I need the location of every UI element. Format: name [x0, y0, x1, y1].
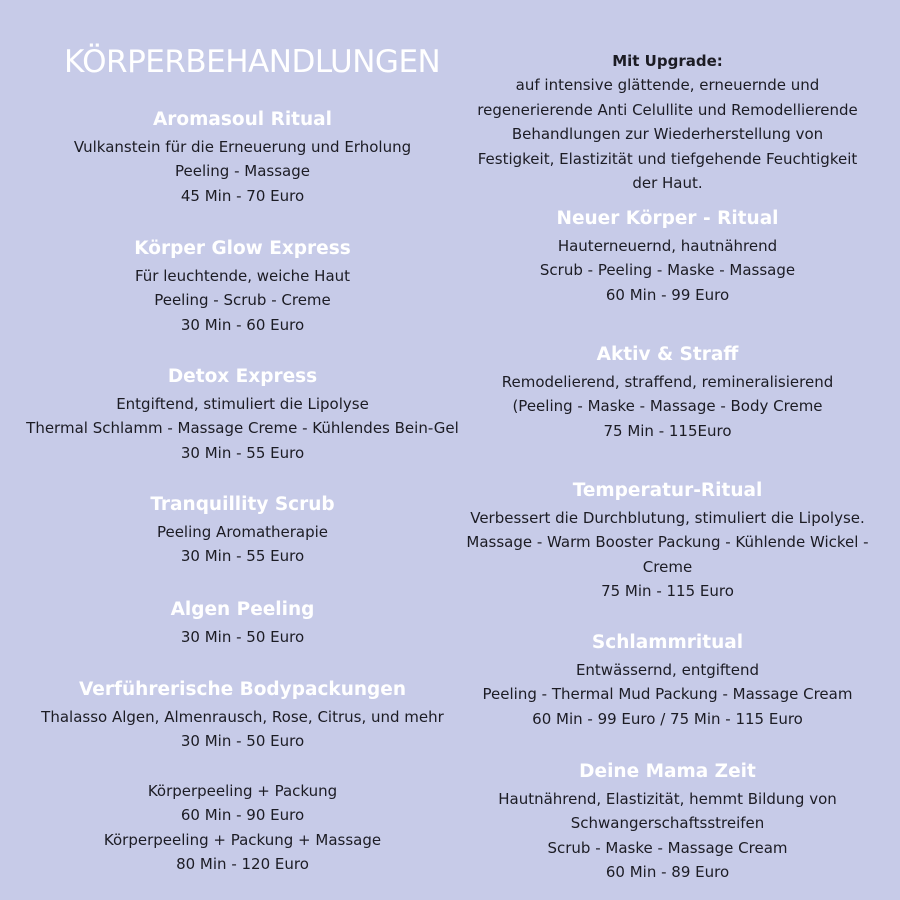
- treatment-aktiv-straff: [455, 343, 880, 443]
- treatment-description: Hautnährend, Elastizität, hemmt Bildung von: [498, 790, 837, 808]
- treatment-price: 30 Min - 50 Euro: [180, 628, 305, 646]
- package-price: 60 Min - 90 Euro: [180, 806, 305, 825]
- upgrade-text-line: regenerierende Anti Celullite und Remodellierende: [477, 100, 858, 119]
- treatment-price: 75 Min - 115Euro: [603, 421, 732, 440]
- treatment-steps: Creme: [642, 557, 693, 576]
- treatment-steps: Peeling - Massage: [175, 162, 310, 181]
- treatment-description: Entwässernd, entgiftend: [575, 661, 760, 679]
- treatment-description: Entgiftend, stimuliert die Lipolyse: [116, 395, 369, 413]
- package-price: 80 Min - 120 Euro: [176, 855, 309, 874]
- upgrade-heading: Mit Upgrade:: [612, 52, 723, 70]
- treatment-price: 30 Min - 55 Euro: [180, 443, 305, 462]
- treatment-description: Thalasso Algen, Almenrausch, Rose, Citrus, und mehr: [41, 708, 444, 726]
- treatment-steps: Massage - Warm Booster Packung - Kühlende Wickel -: [466, 533, 869, 552]
- upgrade-intro: [455, 49, 880, 195]
- treatment-price: 60 Min - 99 Euro / 75 Min - 115 Euro: [532, 709, 803, 728]
- treatment-steps: Peeling - Thermal Mud Packung - Massage Cream: [482, 685, 853, 704]
- treatment-title: Tranquillity Scrub: [150, 494, 335, 515]
- treatment-description: Verbessert die Durchblutung, stimuliert die Lipolyse.: [470, 509, 865, 527]
- treatment-steps: Thermal Schlamm - Massage Creme - Kühlendes Bein-Gel: [26, 419, 459, 438]
- treatment-price: 60 Min - 99 Euro: [605, 285, 730, 304]
- treatment-title: Schlammritual: [591, 632, 744, 653]
- treatment-title: Algen Peeling: [170, 599, 315, 620]
- treatment-schlammritual: [455, 631, 880, 731]
- upgrade-text-line: auf intensive glättende, erneuernde und: [515, 76, 820, 95]
- treatment-tranquillity-scrub: [0, 493, 485, 569]
- treatment-title: Verführerische Bodypackungen: [78, 679, 407, 700]
- treatment-description: Für leuchtende, weiche Haut: [134, 267, 351, 285]
- treatment-title: Aromasoul Ritual: [152, 109, 332, 130]
- treatment-steps: Scrub - Maske - Massage Cream: [547, 838, 788, 857]
- upgrade-text-line: Behandlungen zur Wiederherstellung von: [511, 125, 824, 144]
- upgrade-text-line: Festigkeit, Elastizität und tiefgehende Feuchtigkeit: [477, 149, 858, 168]
- treatment-title: Aktiv & Straff: [596, 344, 739, 365]
- treatment-temperatur-ritual: [455, 479, 880, 604]
- treatment-description: Peeling Aromatherapie: [156, 523, 329, 541]
- treatment-koerper-glow-express: [0, 237, 485, 337]
- treatment-price: 75 Min - 115 Euro: [601, 582, 734, 601]
- page-title: KÖRPERBEHANDLUNGEN: [64, 44, 441, 80]
- treatment-title: Temperatur-Ritual: [572, 480, 763, 501]
- treatment-deine-mama-zeit: [455, 760, 880, 885]
- treatment-description: Remodelierend, straffend, remineralisierend: [501, 373, 834, 391]
- treatment-description: Schwangerschaftsstreifen: [570, 814, 765, 833]
- upgrade-text-line: der Haut.: [632, 174, 703, 193]
- treatment-title: Neuer Körper - Ritual: [556, 208, 779, 229]
- treatment-price: 30 Min - 55 Euro: [180, 547, 305, 566]
- package-offers: [0, 779, 485, 877]
- treatment-steps: Scrub - Peeling - Maske - Massage: [539, 261, 796, 280]
- treatment-price: 30 Min - 60 Euro: [180, 315, 305, 334]
- package-name: Körperpeeling + Packung + Massage: [103, 830, 382, 849]
- treatment-title: Körper Glow Express: [134, 238, 351, 259]
- treatment-verfuehrerische-bodypackungen: [0, 678, 485, 754]
- treatment-price: 60 Min - 89 Euro: [605, 863, 730, 882]
- treatment-algen-peeling: [0, 598, 485, 649]
- treatment-steps: Peeling - Scrub - Creme: [154, 291, 331, 310]
- treatment-description: Hauterneuernd, hautnährend: [557, 237, 778, 255]
- treatment-aromasoul-ritual: [0, 108, 485, 208]
- treatment-price: 45 Min - 70 Euro: [180, 186, 305, 205]
- treatment-title: Detox Express: [167, 366, 318, 387]
- package-name: Körperpeeling + Packung: [147, 782, 338, 800]
- treatment-steps: (Peeling - Maske - Massage - Body Creme: [512, 397, 823, 416]
- treatment-description: Vulkanstein für die Erneuerung und Erholung: [73, 138, 412, 156]
- treatment-price: 30 Min - 50 Euro: [180, 732, 305, 751]
- treatment-title: Deine Mama Zeit: [579, 761, 756, 782]
- treatment-detox-express: [0, 365, 485, 465]
- treatment-neuer-koerper-ritual: [455, 207, 880, 307]
